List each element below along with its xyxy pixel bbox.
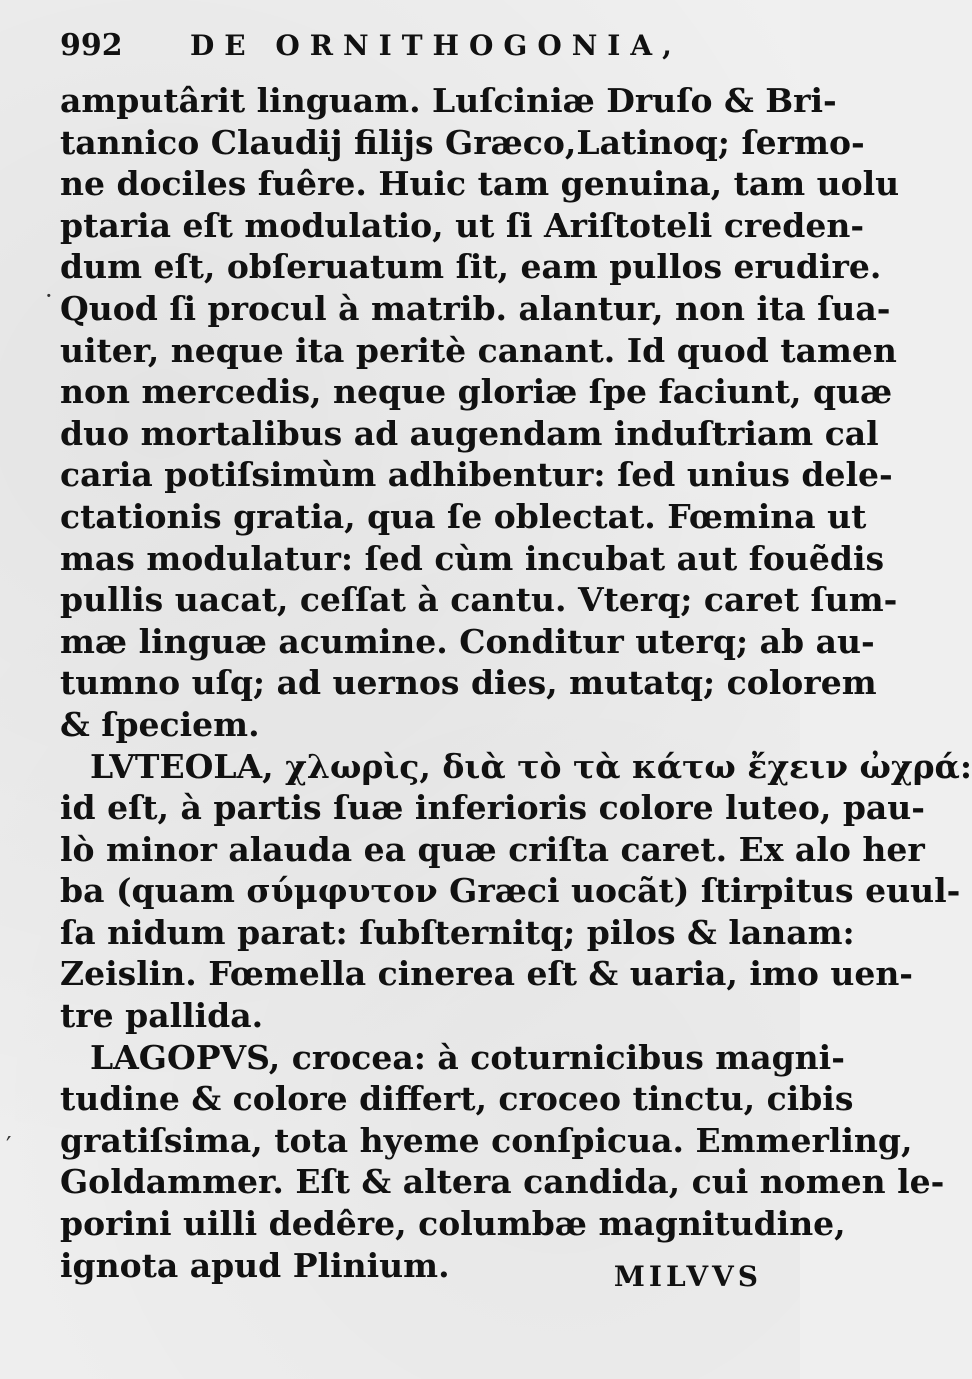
text-line: ſa nidum parat: ſubſternitq; pilos & lanam:: [60, 912, 855, 952]
catchword: MILVVS: [613, 1260, 762, 1293]
text-line: tumno uſq; ad uernos dies, mutatq; colorem: [60, 663, 877, 703]
text-line: dum eſt, obſeruatum ſit, eam pullos erudire.: [60, 247, 882, 287]
text-line: lò minor alauda ea quæ criſta caret. Ex alo her: [60, 829, 925, 869]
text-line: ctationis gratia, qua ſe oblectat. Fœmina ut: [60, 496, 867, 536]
running-title: DE ORNITHOGONIA,: [190, 29, 682, 62]
text-line: LAGOPVS, crocea: à coturnicibus magni-: [90, 1037, 845, 1077]
text-line: id eſt, à partis ſuæ inferioris colore luteo, pau-: [60, 788, 925, 828]
text-line: mas modulatur: ſed cùm incubat aut fouẽdis: [60, 538, 885, 578]
text-line: caria potiſsimùm adhibentur: ſed unius dele-: [60, 455, 893, 495]
text-line: ba (quam σύμφυτον Græci uocãt) ſtirpitus euul-: [60, 871, 961, 911]
text-line: amputârit linguam. Luſciniæ Druſo & Bri-: [60, 81, 837, 120]
text-line: tre pallida.: [60, 996, 264, 1036]
text-line: tudine & colore differt, croceo tinctu, cibis: [60, 1079, 854, 1119]
body-text: [60, 80, 972, 1286]
text-line: Zeislin. Fœmella cinerea eſt & uaria, imo uen-: [60, 954, 914, 994]
text-line: ne dociles fuêre. Huic tam genuina, tam uolu: [60, 164, 900, 204]
text-line: pullis uacat, ceſſat à cantu. Vterq; caret ſum-: [60, 580, 898, 620]
page-header: [60, 28, 778, 76]
page-number: 992: [60, 28, 123, 63]
margin-mark: ′: [6, 1132, 12, 1160]
margin-dot: ·: [45, 282, 53, 310]
text-line: tannico Claudij filijs Græco,Latinoq; ſermo-: [60, 122, 865, 162]
text-line: uiter, neque ita peritè canant. Id quod tamen: [60, 330, 897, 370]
text-line: ptaria eſt modulatio, ut ſi Ariſtoteli creden-: [60, 205, 865, 245]
text-line: mæ linguæ acumine. Conditur uterq; ab au-: [60, 621, 875, 661]
text-line: gratiſsima, tota hyeme conſpicua. Emmerling,: [60, 1120, 913, 1160]
text-line: ignota apud Plinium.: [60, 1245, 450, 1285]
text-line: porini uilli dedêre, columbæ magnitudine,: [60, 1204, 846, 1244]
text-line: Goldammer. Eſt & altera candida, cui nomen le-: [60, 1162, 945, 1202]
text-line: & ſpeciem.: [60, 704, 260, 744]
text-line: non mercedis, neque gloriæ ſpe faciunt, quæ: [60, 372, 893, 412]
text-line: duo mortalibus ad augendam induſtriam cal: [60, 413, 879, 453]
text-line: Quod ſi procul à matrib. alantur, non ita ſua-: [60, 288, 891, 328]
text-line: LVTEOLA, χλωρὶς, διὰ τὸ τὰ κάτω ἔχειν ὠχρά:: [90, 746, 972, 786]
